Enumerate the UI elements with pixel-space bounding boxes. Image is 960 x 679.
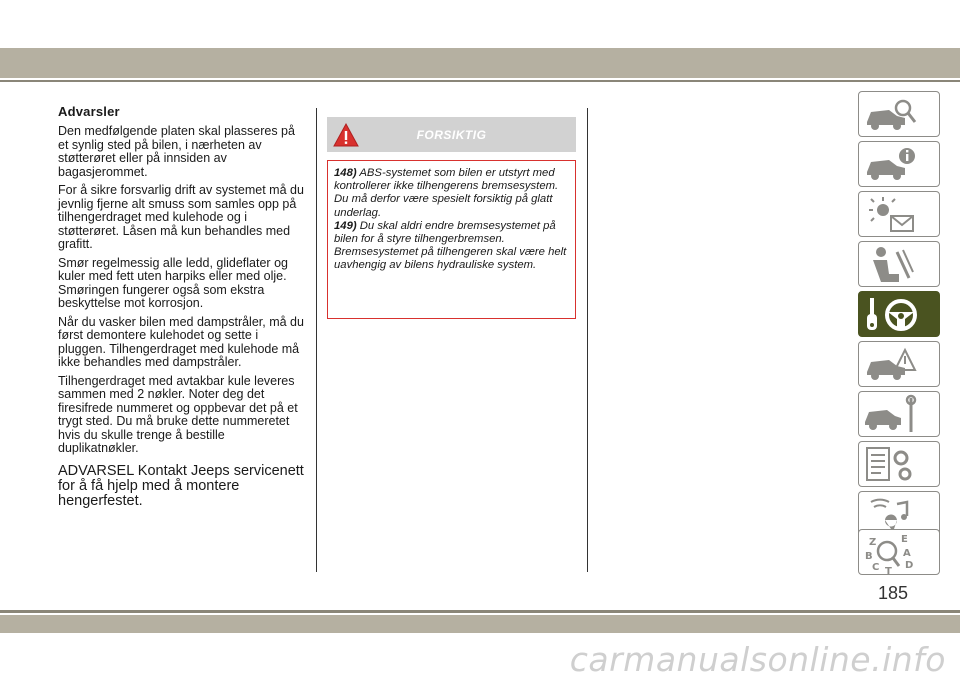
page-number: 185 [877, 583, 909, 603]
car-info-icon [859, 142, 941, 188]
tab-starting-driving[interactable] [858, 291, 940, 337]
paragraph-2: For å sikre forsvarlig drift av systemet må du jevnlig fjerne alt smuss som samles opp på tilhengerdraget med kulehode og i støtterøret. Låsen må kun behandles med grafitt. [58, 183, 304, 251]
index-letter: C [872, 562, 880, 573]
specifications-icon [859, 442, 941, 488]
top-band [0, 48, 960, 78]
caution-item-text: Du skal aldri endre bremsesystemet på bilen for å styre tilhengerbremsen. Bremsesystemet på tilhengeren skal være helt uavhengig av bilens hydrauliske system. [334, 219, 567, 272]
caution-item-number: 148) [334, 167, 357, 179]
section-heading: Advarsler [58, 104, 120, 119]
left-column [58, 104, 308, 523]
car-search-icon [859, 92, 941, 138]
tab-car-service[interactable] [858, 391, 940, 437]
caution-header [327, 117, 576, 152]
caution-item-148 [334, 167, 569, 220]
top-divider [0, 80, 960, 82]
warning-note: ADVARSEL Kontakt Jeeps servicenett for å få hjelp med å montere hengerfestet. [58, 462, 304, 509]
paragraph-5: Tilhengerdraget med avtakbar kule leveres sammen med 2 nøkler. Noter deg det firesifrede nummeret og oppbevar det på et trygt sted. Du må bruke dette nummeretet hvis du skulle trenge å bestille duplikatnøkler. [58, 373, 298, 455]
index-letter: D [905, 560, 914, 571]
paragraph-4: Når du vasker bilen med dampstråler, må du først demontere kulehodet og sette i pluggen. Tilhengerdraget med kulehode må ikke behandles med dampstråler. [58, 314, 304, 369]
index-letter: A [903, 548, 911, 559]
caution-item-number: 149) [334, 219, 357, 232]
car-service-icon [859, 392, 941, 438]
tab-car-info[interactable] [858, 141, 940, 187]
tab-warning-lights[interactable] [858, 191, 940, 237]
tab-car-search[interactable] [858, 91, 940, 137]
caution-item-text: ABS-systemet som bilen er utstyrt med kontrollerer ikke tilhengerens bremsesystem. Du må derfor være spesielt forsiktig på glatt underlag. [334, 167, 559, 219]
column-divider-right [587, 108, 588, 572]
column-divider-left [316, 108, 317, 572]
watermark: carmanualsonline.info [569, 640, 946, 679]
tab-seat-airbag[interactable] [858, 241, 940, 287]
index-icon [859, 530, 941, 576]
caution-item-149 [334, 220, 569, 273]
seat-airbag-icon [859, 242, 941, 288]
tab-index[interactable] [858, 529, 940, 575]
tab-specifications[interactable] [858, 441, 940, 487]
car-breakdown-icon [859, 342, 941, 388]
bottom-band [0, 615, 960, 633]
index-letter: Z [869, 537, 877, 548]
warning-lights-icon [859, 192, 941, 238]
index-letter: B [865, 551, 873, 562]
index-letter: E [901, 534, 908, 545]
paragraph-3: Smør regelmessig alle ledd, glideflater og kuler med fett uten harpiks eller med olje. Smøringen fungerer også som ekstra beskyttelse mot korrosjon. [58, 255, 288, 310]
index-letter: T [885, 566, 892, 576]
key-steering-wheel-icon [859, 292, 941, 338]
bottom-divider [0, 610, 960, 613]
tab-car-breakdown[interactable] [858, 341, 940, 387]
caution-title: FORSIKTIG [416, 128, 487, 142]
caution-box [327, 117, 576, 313]
paragraph-1: Den medfølgende platen skal plasseres på et synlig sted på bilen, i nærheten av støtterøret eller på innsiden av bagasjerommet. [58, 124, 295, 179]
caution-body [327, 160, 576, 319]
